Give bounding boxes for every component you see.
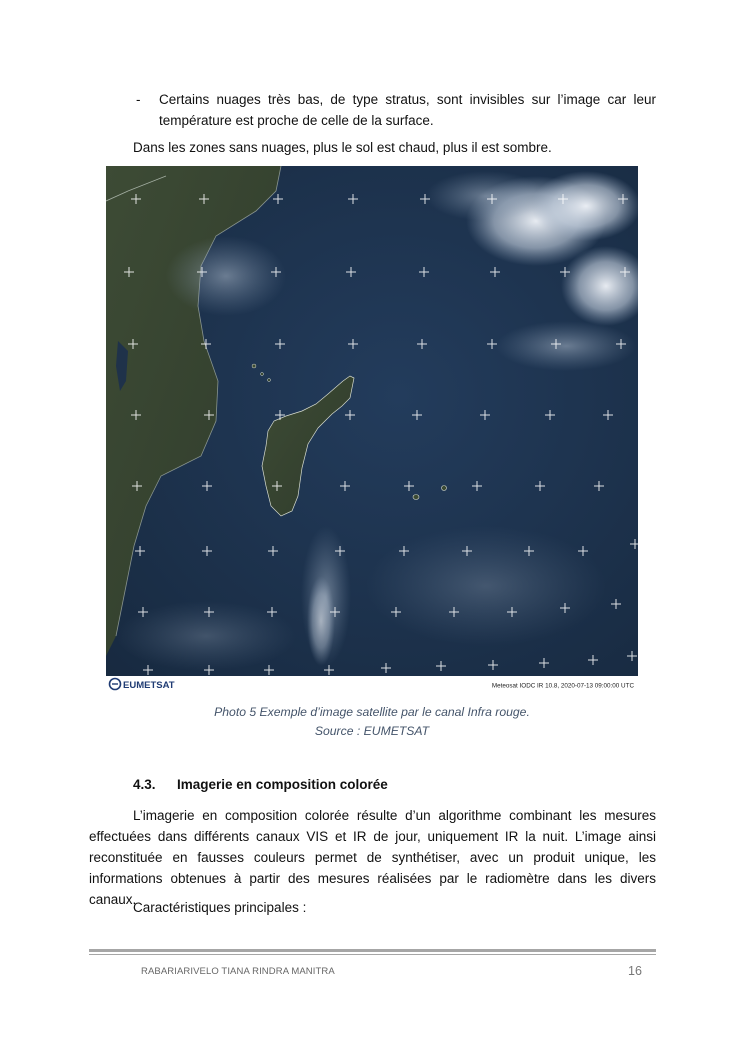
cloud-mass [166,236,286,316]
cloud-mass [307,576,335,666]
section-title: Imagerie en composition colorée [177,777,388,792]
section-heading [133,776,388,794]
bullet-item [136,89,656,131]
cloud-mass [531,171,638,241]
eumetsat-logo-text: EUMETSAT [123,680,175,691]
paragraph-ground-temperature: Dans les zones sans nuages, plus le sol est chaud, plus il est sombre. [133,140,552,155]
comoros-island [252,364,256,368]
footer-divider [89,949,656,952]
paragraph-main-characteristics: Caractéristiques principales : [133,900,307,915]
caption-title: Photo 5 Exemple d’image satellite par le canal Infra rouge. [214,705,530,719]
page-number: 16 [628,964,642,978]
cloud-mass [426,171,546,221]
reunion-island [413,495,419,500]
image-timestamp: Meteosat IODC IR 10.8, 2020-07-13 09:00:00 UTC [491,682,634,690]
satellite-image [106,166,638,691]
footer-author: RABARIARIVELO TIANA RINDRA MANITRA [141,966,335,977]
paragraph-color-composite: L’imagerie en composition colorée résulte d’un algorithme combinant les mesures effectuées dans différents canaux VIS et IR de jour, uniquement IR la nuit. L’image ainsi reconstituée en fausses couleurs permet de synthétiser, avec un produit unique, les informations obtenues à partir des mesures réalisées par le radiomètre dans les divers canaux. [89,808,656,907]
comoros-island [268,379,271,382]
section-number: 4.3. [133,777,156,792]
footer-divider-thin [89,954,656,955]
bullet-text: Certains nuages très bas, de type stratus, sont invisibles sur l’image car leur température est proche de celle de la surface. [159,92,656,128]
bullet-marker: - [136,92,141,107]
cloud-mass [496,321,636,371]
comoros-island [261,373,264,376]
cloud-mass [366,526,606,646]
mauritius-island [442,486,447,491]
caption-source: Source : EUMETSAT [314,724,430,738]
figure-caption [106,703,638,741]
